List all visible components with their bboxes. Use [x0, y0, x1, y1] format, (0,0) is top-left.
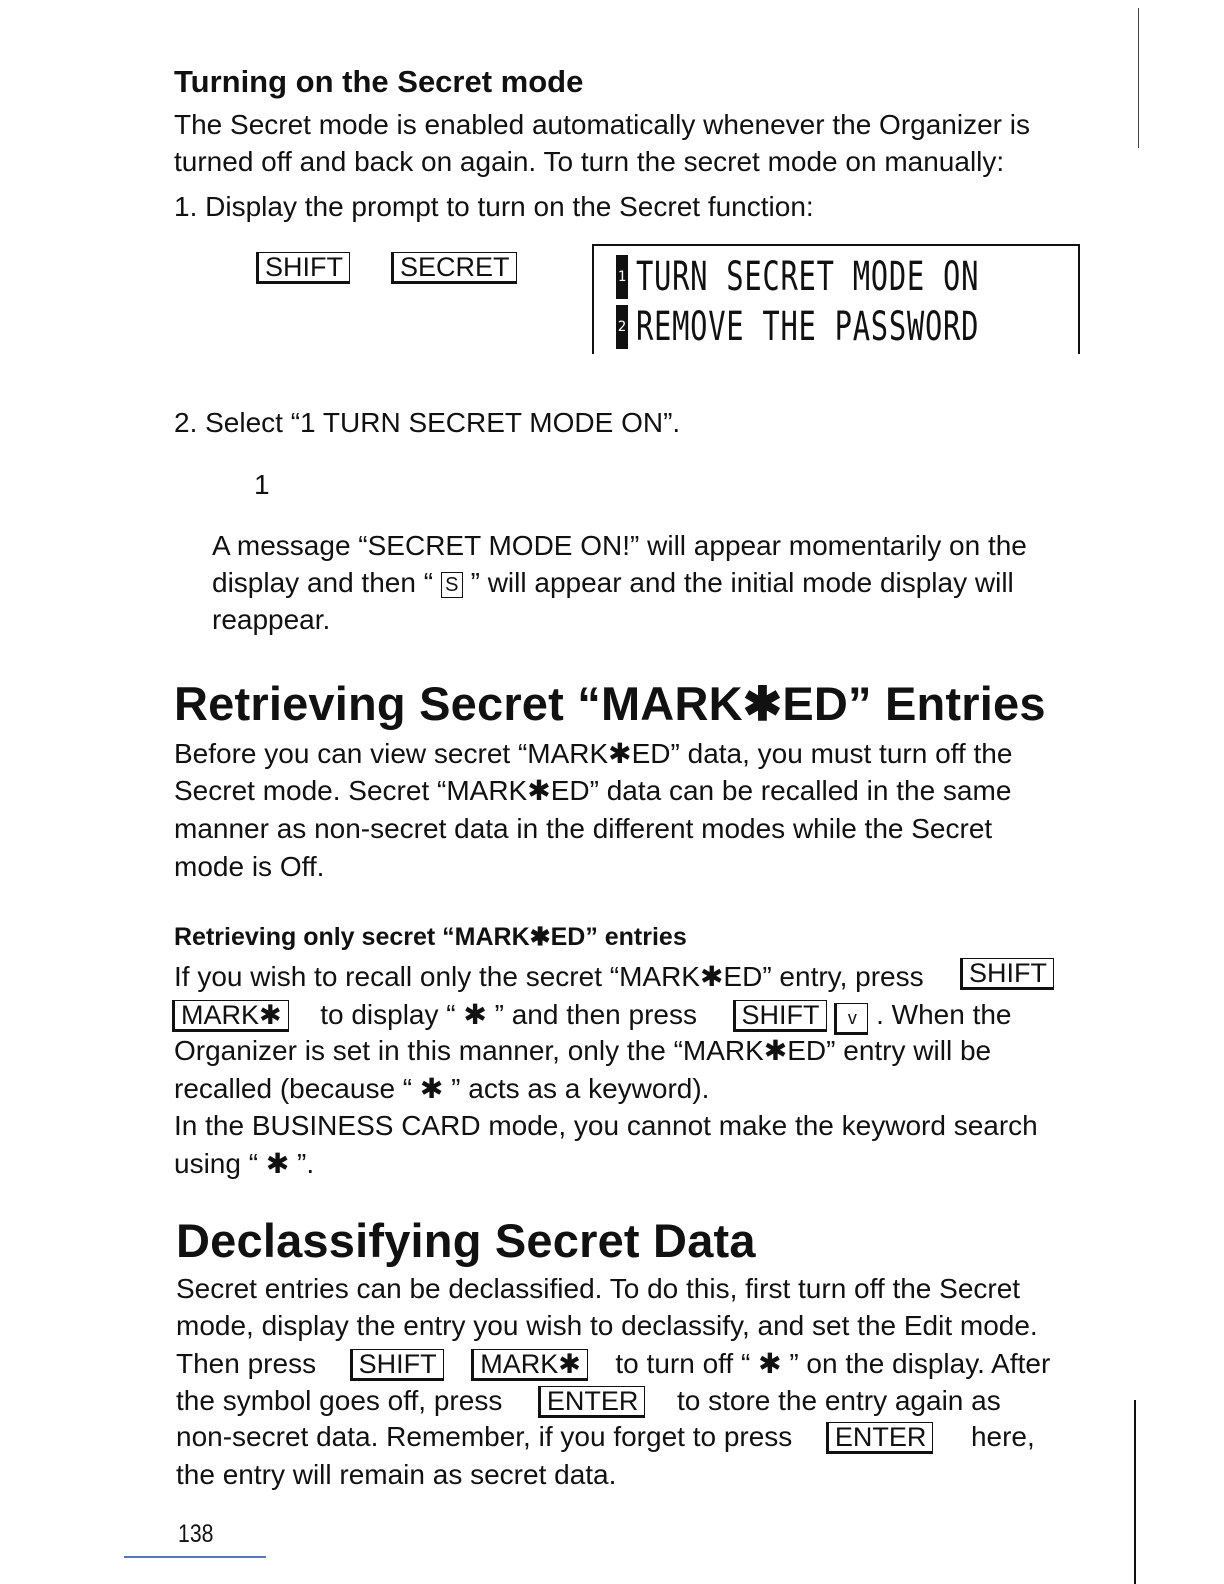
declassify-line-2: mode, display the entry you wish to declassify, and set the Edit mode. [176, 1310, 1038, 1341]
retrieving-line-1: Before you can view secret “MARK✱ED” data, you must turn off the [174, 738, 1013, 769]
enter-key[interactable]: ENTER [538, 1386, 646, 1418]
lcd-row-1-text: TURN SECRET MODE ON [636, 254, 980, 300]
retrieving-line-4: mode is Off. [174, 851, 325, 882]
sub-line-2 [172, 996, 1012, 1035]
shift-key-4[interactable]: SHIFT [350, 1349, 444, 1381]
sub-line-2-text-a: to display “ ✱ ” and then press [320, 999, 697, 1030]
message-line-2-end: ” will appear and the initial mode display will [470, 567, 1014, 598]
sub-line-1-key [960, 958, 1054, 990]
sub-line-2-text-b: . When the [876, 999, 1012, 1030]
shift-key[interactable]: SHIFT [256, 252, 350, 284]
section-heading-retrieving: Retrieving Secret “MARK✱ED” Entries [174, 677, 1046, 730]
lcd-display [592, 244, 1080, 354]
lcd-row-2-number: 2 [616, 305, 628, 349]
mark-key[interactable]: MARK✱ [172, 1000, 289, 1032]
page-number: 138 [178, 1520, 214, 1548]
declassify-line-5 [176, 1418, 1035, 1455]
lcd-row-2 [594, 302, 1113, 352]
retrieving-line-2: Secret mode. Secret “MARK✱ED” data can be recalled in the same [174, 775, 1012, 806]
retrieving-line-3: manner as non-secret data in the different modes while the Secret [174, 813, 993, 844]
page-edge-line-bottom [1134, 1400, 1136, 1584]
section-heading-turning-on: Turning on the Secret mode [174, 64, 584, 99]
intro-line-1: The Secret mode is enabled automatically whenever the Organizer is [174, 109, 1030, 140]
sub-line-1-text: If you wish to recall only the secret “MARK✱ED” entry, press [174, 961, 924, 992]
subheading-retrieving-only: Retrieving only secret “MARK✱ED” entries [174, 923, 687, 951]
shift-key-3[interactable]: SHIFT [733, 1000, 827, 1032]
message-line-2-start: display and then “ [212, 567, 434, 598]
declassify-line-4-end: to store the entry again as [676, 1385, 1001, 1416]
declassify-line-3-start: Then press [176, 1348, 317, 1379]
lcd-row-1 [594, 252, 1113, 302]
enter-key-2[interactable]: ENTER [826, 1422, 934, 1454]
sub-line-4: recalled (because “ ✱ ” acts as a keyword). [174, 1073, 710, 1104]
intro-line-2: turned off and back on again. To turn the secret mode on manually: [174, 146, 1005, 177]
declassify-line-5-end: here, [970, 1421, 1035, 1452]
declassify-line-6: the entry will remain as secret data. [176, 1459, 617, 1490]
declassify-line-3 [176, 1345, 1050, 1382]
declassify-line-4 [176, 1382, 1001, 1419]
shift-key-2[interactable]: SHIFT [960, 958, 1054, 990]
sub-line-1 [174, 958, 924, 995]
sub-line-6: using “ ✱ ”. [174, 1148, 315, 1179]
footer-rule [124, 1556, 266, 1558]
down-key[interactable]: v [834, 1003, 868, 1035]
page-edge-line-top [1138, 8, 1139, 148]
message-line-3: reappear. [212, 604, 331, 635]
step-2-key: 1 [254, 469, 270, 500]
lcd-row-1-number: 1 [616, 255, 628, 299]
mark-key-2[interactable]: MARK✱ [471, 1349, 588, 1381]
message-line-1: A message “SECRET MODE ON!” will appear momentarily on the [212, 530, 1027, 561]
sub-line-5: In the BUSINESS CARD mode, you cannot make the keyword search [174, 1110, 1038, 1141]
step-1-keys [256, 252, 517, 284]
sub-line-3: Organizer is set in this manner, only the “MARK✱ED” entry will be [174, 1035, 992, 1066]
step-1: 1. Display the prompt to turn on the Secret function: [174, 191, 814, 222]
declassify-line-1: Secret entries can be declassified. To do this, first turn off the Secret [176, 1273, 1021, 1304]
declassify-line-5-start: non-secret data. Remember, if you forget to press [176, 1421, 793, 1452]
message-line-2 [212, 564, 1014, 601]
secret-symbol-icon: S [441, 572, 463, 598]
secret-key[interactable]: SECRET [391, 252, 517, 284]
section-heading-declassifying: Declassifying Secret Data [176, 1214, 756, 1267]
step-2: 2. Select “1 TURN SECRET MODE ON”. [174, 407, 681, 438]
declassify-line-4-start: the symbol goes off, press [176, 1385, 503, 1416]
declassify-line-3-end: to turn off “ ✱ ” on the display. After [615, 1348, 1051, 1379]
lcd-row-2-text: REMOVE THE PASSWORD [636, 304, 980, 350]
